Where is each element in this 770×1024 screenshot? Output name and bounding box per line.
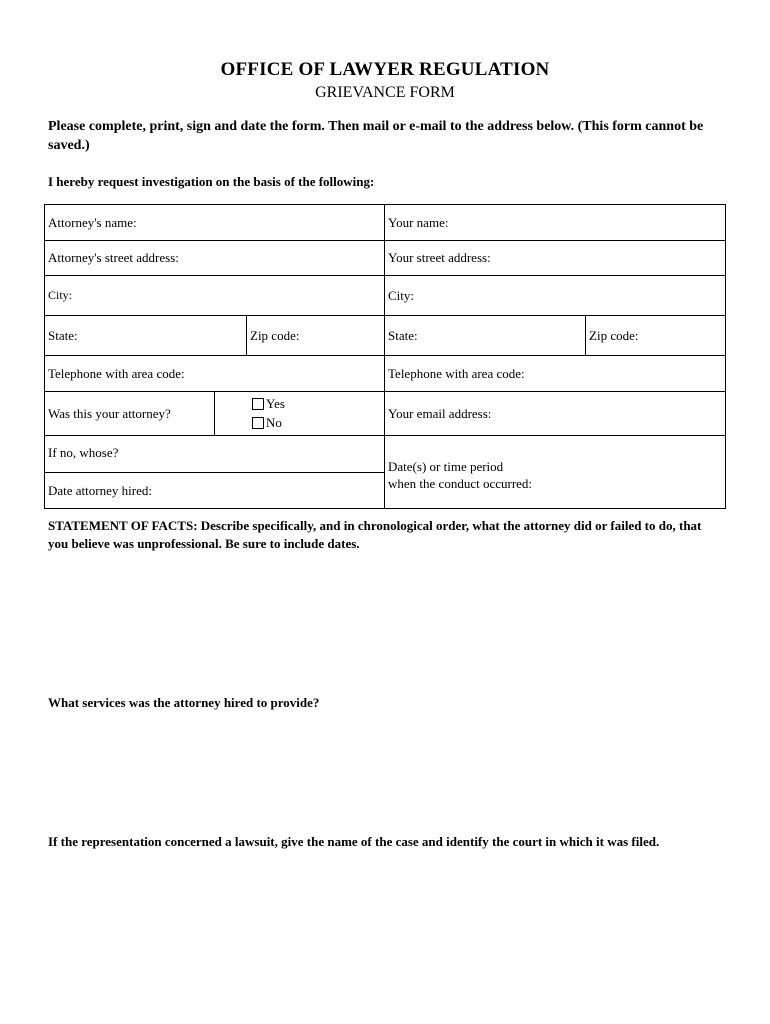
attorney-telephone-field[interactable] (45, 356, 385, 392)
attorney-street-label: Attorney's street address: (48, 250, 179, 265)
request-text: I hereby request investigation on the basis of the following: (48, 174, 375, 189)
attorney-zip-field[interactable] (247, 316, 385, 356)
your-zip-field[interactable] (586, 316, 726, 356)
conduct-dates-field[interactable] (385, 436, 726, 509)
was-attorney-label: Was this your attorney? (45, 392, 215, 436)
your-email-field[interactable] (385, 392, 726, 436)
attorney-name-field[interactable] (45, 205, 385, 241)
conduct-dates-label-2: when the conduct occurred: (388, 476, 533, 491)
no-label: No (266, 415, 282, 430)
attorney-state-field[interactable] (45, 316, 247, 356)
yes-checkbox[interactable] (252, 398, 264, 410)
attorney-state-label: State: (48, 327, 78, 343)
lawsuit-question: If the representation concerned a lawsuit, give the name of the case and identify the court in which it was filed. (48, 834, 660, 849)
your-city-field[interactable] (385, 276, 726, 316)
no-option[interactable] (252, 414, 381, 433)
if-no-whose-field[interactable] (45, 436, 385, 473)
attorney-zip-label: Zip code: (250, 327, 300, 343)
services-question: What services was the attorney hired to provide? (48, 695, 320, 710)
if-no-whose-label: If no, whose? (48, 445, 119, 460)
yes-option[interactable] (252, 395, 381, 414)
was-attorney-options (215, 392, 385, 436)
yes-label: Yes (266, 396, 285, 411)
your-name-field[interactable] (385, 205, 726, 241)
no-checkbox[interactable] (252, 417, 264, 429)
your-street-field[interactable] (385, 241, 726, 276)
your-telephone-label: Telephone with area code: (388, 365, 525, 381)
instructions-text: Please complete, print, sign and date the form. Then mail or e-mail to the address below. (This form cannot be saved.) (48, 119, 704, 153)
date-hired-field[interactable] (45, 473, 385, 509)
attorney-street-field[interactable] (45, 241, 385, 276)
your-email-label: Your email address: (388, 405, 492, 421)
your-zip-label: Zip code: (589, 327, 639, 343)
your-name-label: Your name: (388, 214, 449, 230)
grievance-form-table (44, 204, 726, 509)
statement-of-facts-heading: STATEMENT OF FACTS: Describe specifically, and in chronological order, what the attorney did or failed to do, that you believe was unprofessional. Be sure to include dates. (48, 518, 702, 551)
attorney-city-label: City: (48, 288, 73, 302)
date-hired-label: Date attorney hired: (48, 482, 152, 498)
your-telephone-field[interactable] (385, 356, 726, 392)
form-title: OFFICE OF LAWYER REGULATION (220, 59, 550, 80)
your-city-label: City: (388, 287, 415, 303)
attorney-city-field[interactable] (45, 276, 385, 316)
your-street-label: Your street address: (388, 250, 491, 265)
conduct-dates-label-1: Date(s) or time period (388, 459, 504, 474)
form-subtitle: GRIEVANCE FORM (315, 84, 455, 101)
attorney-telephone-label: Telephone with area code: (48, 365, 185, 381)
your-state-field[interactable] (385, 316, 586, 356)
your-state-label: State: (388, 327, 418, 343)
attorney-name-label: Attorney's name: (48, 214, 137, 230)
